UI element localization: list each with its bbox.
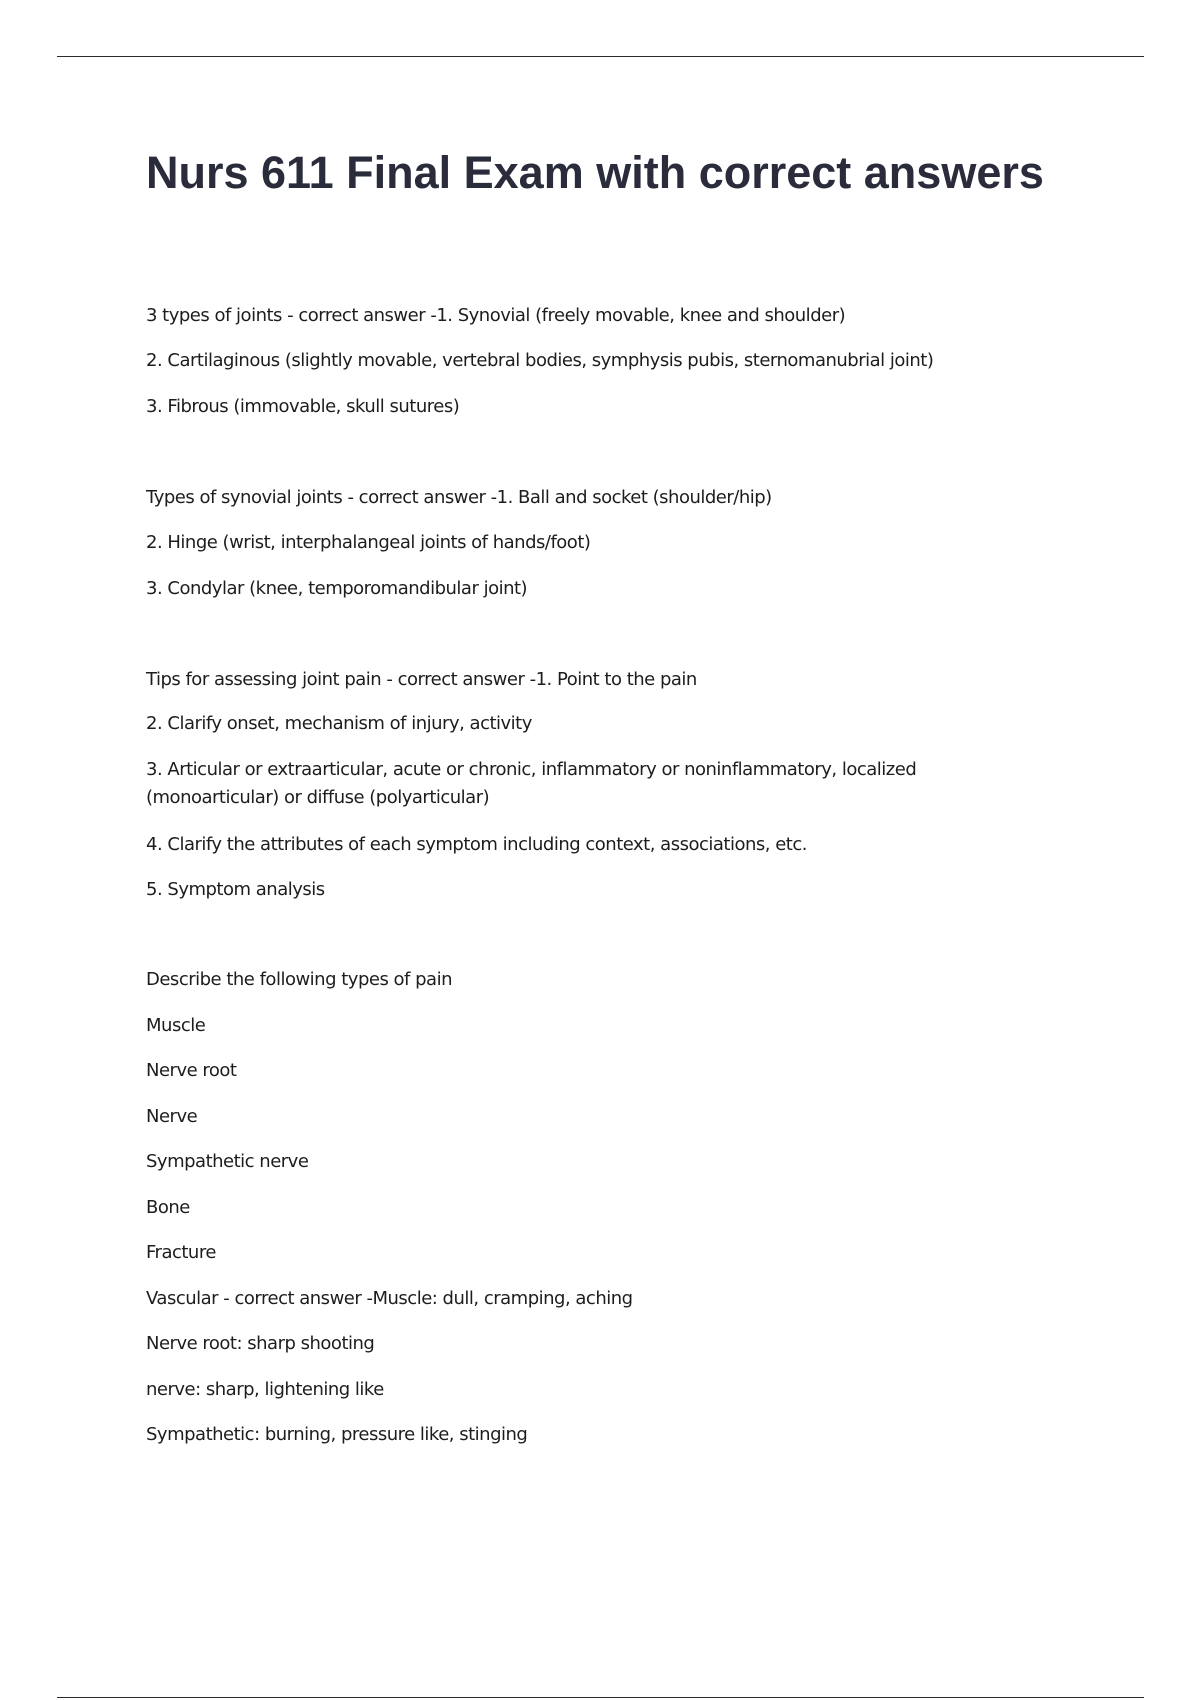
answer-line: nerve: sharp, lightening like bbox=[146, 1379, 384, 1400]
bottom-divider bbox=[57, 1697, 1144, 1698]
answer-line: 3 types of joints - correct answer -1. Synovial (freely movable, knee and shoulder) bbox=[146, 305, 846, 326]
answer-line: 2. Hinge (wrist, interphalangeal joints of hands/foot) bbox=[146, 532, 591, 553]
answer-line: Nerve root: sharp shooting bbox=[146, 1333, 375, 1354]
answer-line: 3. Condylar (knee, temporomandibular joint) bbox=[146, 578, 528, 599]
answer-line: Sympathetic: burning, pressure like, stinging bbox=[146, 1424, 528, 1445]
answer-line: Fracture bbox=[146, 1242, 216, 1263]
answer-line: Tips for assessing joint pain - correct answer -1. Point to the pain bbox=[146, 669, 697, 690]
answer-line: Nerve bbox=[146, 1106, 198, 1127]
answer-line: 3. Fibrous (immovable, skull sutures) bbox=[146, 396, 460, 417]
answer-line: Nerve root bbox=[146, 1060, 237, 1081]
answer-line: Types of synovial joints - correct answer -1. Ball and socket (shoulder/hip) bbox=[146, 487, 772, 508]
answer-line: Muscle bbox=[146, 1015, 206, 1036]
answer-line: 5. Symptom analysis bbox=[146, 879, 325, 900]
answer-line: Sympathetic nerve bbox=[146, 1151, 309, 1172]
top-divider bbox=[57, 56, 1144, 57]
answer-line: 4. Clarify the attributes of each symptom including context, associations, etc. bbox=[146, 834, 807, 855]
answer-line: 2. Clarify onset, mechanism of injury, activity bbox=[146, 713, 532, 734]
answer-line: Describe the following types of pain bbox=[146, 969, 452, 990]
answer-line: 2. Cartilaginous (slightly movable, vertebral bodies, symphysis pubis, sternomanubrial joint) bbox=[146, 350, 934, 371]
answer-line: Bone bbox=[146, 1197, 190, 1218]
page-title: Nurs 611 Final Exam with correct answers bbox=[146, 147, 1044, 198]
answer-line: Vascular - correct answer -Muscle: dull, cramping, aching bbox=[146, 1288, 633, 1309]
answer-line: 3. Articular or extraarticular, acute or chronic, inflammatory or noninflammatory, localized (monoarticular) or diffuse (polyarticular) bbox=[146, 759, 917, 808]
